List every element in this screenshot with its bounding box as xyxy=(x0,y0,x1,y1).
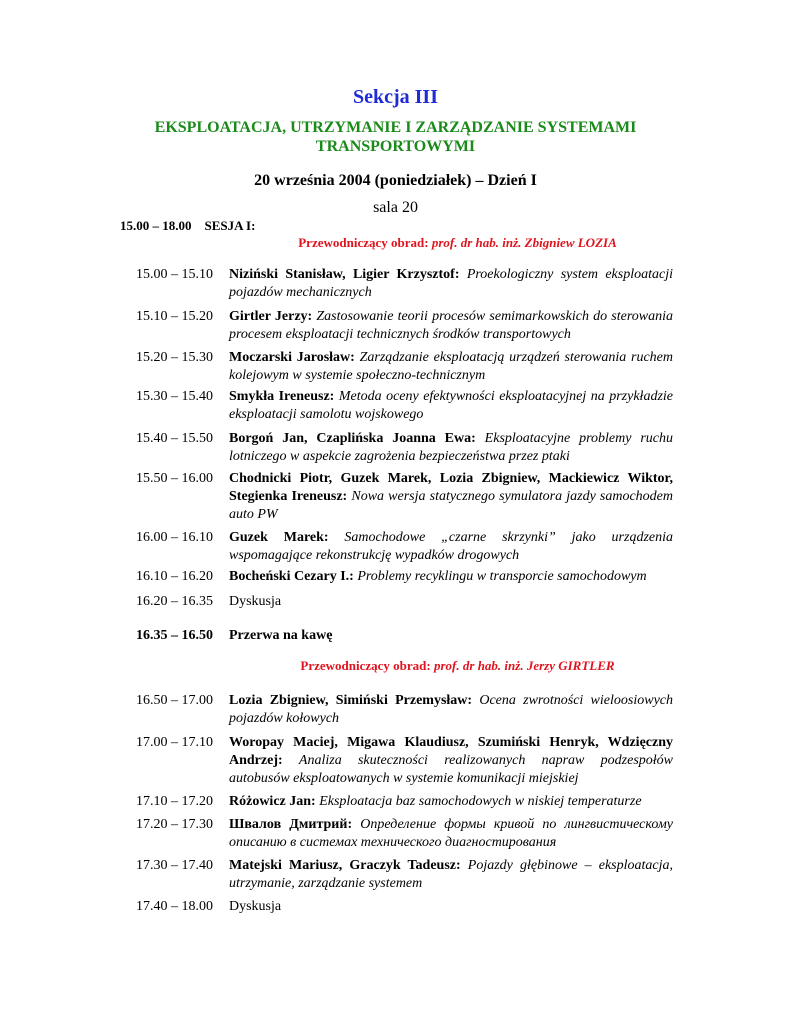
section-subtitle xyxy=(110,118,681,156)
row-content xyxy=(229,388,673,424)
row-content xyxy=(229,692,673,728)
row-time: 16.35 – 16.50 xyxy=(136,628,213,643)
schedule-row xyxy=(136,529,673,565)
row-title: Zarządzanie eksploatacją urządzeń sterowania ruchem kolejowym w systemie społeczno-technicznym xyxy=(229,350,673,383)
row-authors: Woropay Maciej, Migawa Klaudiusz, Szumiński Henryk, Wdzięczny Andrzej: xyxy=(229,735,673,768)
chair-name: prof. dr hab. inż. Jerzy GIRTLER xyxy=(434,658,615,673)
chair-line-2 xyxy=(0,658,791,674)
row-authors: Różowicz Jan: xyxy=(229,794,316,809)
row-time: 17.30 – 17.40 xyxy=(136,858,213,873)
schedule-row xyxy=(136,593,673,611)
row-time: 15.20 – 15.30 xyxy=(136,350,213,365)
row-title: Ocena zwrotności wieloosiowych pojazdów kołowych xyxy=(229,693,673,726)
row-time: 16.10 – 16.20 xyxy=(136,569,213,584)
row-content xyxy=(229,734,673,788)
row-content xyxy=(229,430,673,466)
row-authors: Guzek Marek: xyxy=(229,530,329,545)
row-time: 15.50 – 16.00 xyxy=(136,471,213,486)
row-title: Samochodowe „czarne skrzynki” jako urządzenia wspomagające rekonstrukcję wypadków drogowych xyxy=(229,530,673,563)
schedule-row xyxy=(136,308,673,344)
row-title: Eksploatacja baz samochodowych w niskiej temperaturze xyxy=(319,794,642,809)
row-authors: Smykła Ireneusz: xyxy=(229,389,335,404)
row-time: 17.40 – 18.00 xyxy=(136,899,213,914)
schedule-row xyxy=(136,266,673,302)
row-authors: Niziński Stanisław, Ligier Krzysztof: xyxy=(229,267,460,282)
row-title: Nowa wersja statycznego symulatora jazdy samochodem auto PW xyxy=(229,489,674,522)
row-title: Eksploatacyjne problemy ruchu lotniczego w aspekcie zagrożenia bezpieczeństwa przez ptaki xyxy=(229,431,673,464)
schedule-row xyxy=(136,692,673,728)
row-time: 16.50 – 17.00 xyxy=(136,693,213,708)
row-authors: Girtler Jerzy: xyxy=(229,309,313,324)
schedule-row xyxy=(136,816,673,852)
row-content xyxy=(229,308,673,344)
row-time: 17.20 – 17.30 xyxy=(136,817,213,832)
schedule-row-break xyxy=(136,627,673,645)
row-content xyxy=(229,793,673,811)
row-time: 17.10 – 17.20 xyxy=(136,794,213,809)
row-title: Proekologiczny system eksploatacji pojazdów mechanicznych xyxy=(229,267,673,300)
schedule-row xyxy=(136,568,673,586)
schedule-row xyxy=(136,857,673,893)
chair-label: Przewodniczący obrad: xyxy=(298,235,429,250)
row-content xyxy=(229,266,673,302)
row-title: Определение формы кривой по лингвистическому описанию в системах технического диагностирования xyxy=(229,817,673,850)
subtitle-line-2: TRANSPORTOWYMI xyxy=(315,138,476,155)
row-content xyxy=(229,529,673,565)
chair-line-1 xyxy=(0,235,791,251)
session-heading: 15.00 – 18.00 SESJA I: xyxy=(120,218,256,233)
row-authors: Moczarski Jarosław: xyxy=(229,350,355,365)
row-content xyxy=(229,857,673,893)
row-content xyxy=(229,816,673,852)
row-content: Dyskusja xyxy=(229,899,282,914)
row-authors: Matejski Mariusz, Graczyk Tadeusz: xyxy=(229,858,461,873)
row-content xyxy=(229,568,673,586)
schedule-row xyxy=(136,430,673,466)
chair-label: Przewodniczący obrad: xyxy=(300,658,431,673)
section-title: Sekcja III xyxy=(352,86,438,108)
row-authors: Chodnicki Piotr, Guzek Marek, Lozia Zbigniew, Mackiewicz Wiktor, Stegienka Ireneusz: xyxy=(229,471,673,504)
row-time: 16.20 – 16.35 xyxy=(136,594,213,609)
row-time: 15.30 – 15.40 xyxy=(136,389,213,404)
row-time: 17.00 – 17.10 xyxy=(136,735,213,750)
schedule-row xyxy=(136,793,673,811)
row-title: Zastosowanie teorii procesów semimarkowskich do sterowania procesem eksploatacji technicznych środków transportowych xyxy=(229,309,674,342)
session-date: 20 września 2004 (poniedziałek) – Dzień I xyxy=(254,172,537,189)
schedule-row xyxy=(136,898,673,916)
subtitle-line-1: EKSPLOATACJA, UTRZYMANIE I ZARZĄDZANIE SYSTEMAMI xyxy=(154,119,637,136)
chair-name: prof. dr hab. inż. Zbigniew LOZIA xyxy=(431,235,617,250)
row-title: Problemy recyklingu w transporcie samochodowym xyxy=(357,569,647,584)
row-title: Analiza skuteczności realizowanych napraw podzespołów autobusów eksploatowanych w systemie komunikacji miejskiej xyxy=(229,753,673,786)
row-time: 15.10 – 15.20 xyxy=(136,309,213,324)
row-content xyxy=(229,349,673,385)
row-authors: Швалов Дмитрий: xyxy=(229,817,353,832)
row-time: 15.40 – 15.50 xyxy=(136,431,213,446)
row-content: Dyskusja xyxy=(229,594,282,609)
row-time: 16.00 – 16.10 xyxy=(136,530,213,545)
row-authors: Borgoń Jan, Czaplińska Joanna Ewa: xyxy=(229,431,476,446)
row-title: Pojazdy głębinowe – eksploatacja, utrzymanie, zarządzanie systemem xyxy=(229,858,673,891)
row-content xyxy=(229,470,673,524)
row-authors: Lozia Zbigniew, Simiński Przemysław: xyxy=(229,693,473,708)
row-time: 15.00 – 15.10 xyxy=(136,267,213,282)
schedule-row xyxy=(136,388,673,424)
schedule-row xyxy=(136,349,673,385)
schedule-row xyxy=(136,734,673,788)
schedule-row xyxy=(136,470,673,524)
row-authors: Bocheński Cezary I.: xyxy=(229,569,354,584)
row-title: Metoda oceny efektywności eksploatacyjnej na przykładzie eksploatacji samolotu wojskowego xyxy=(229,389,674,422)
row-content: Przerwa na kawę xyxy=(229,628,333,643)
session-room: sala 20 xyxy=(373,199,418,216)
